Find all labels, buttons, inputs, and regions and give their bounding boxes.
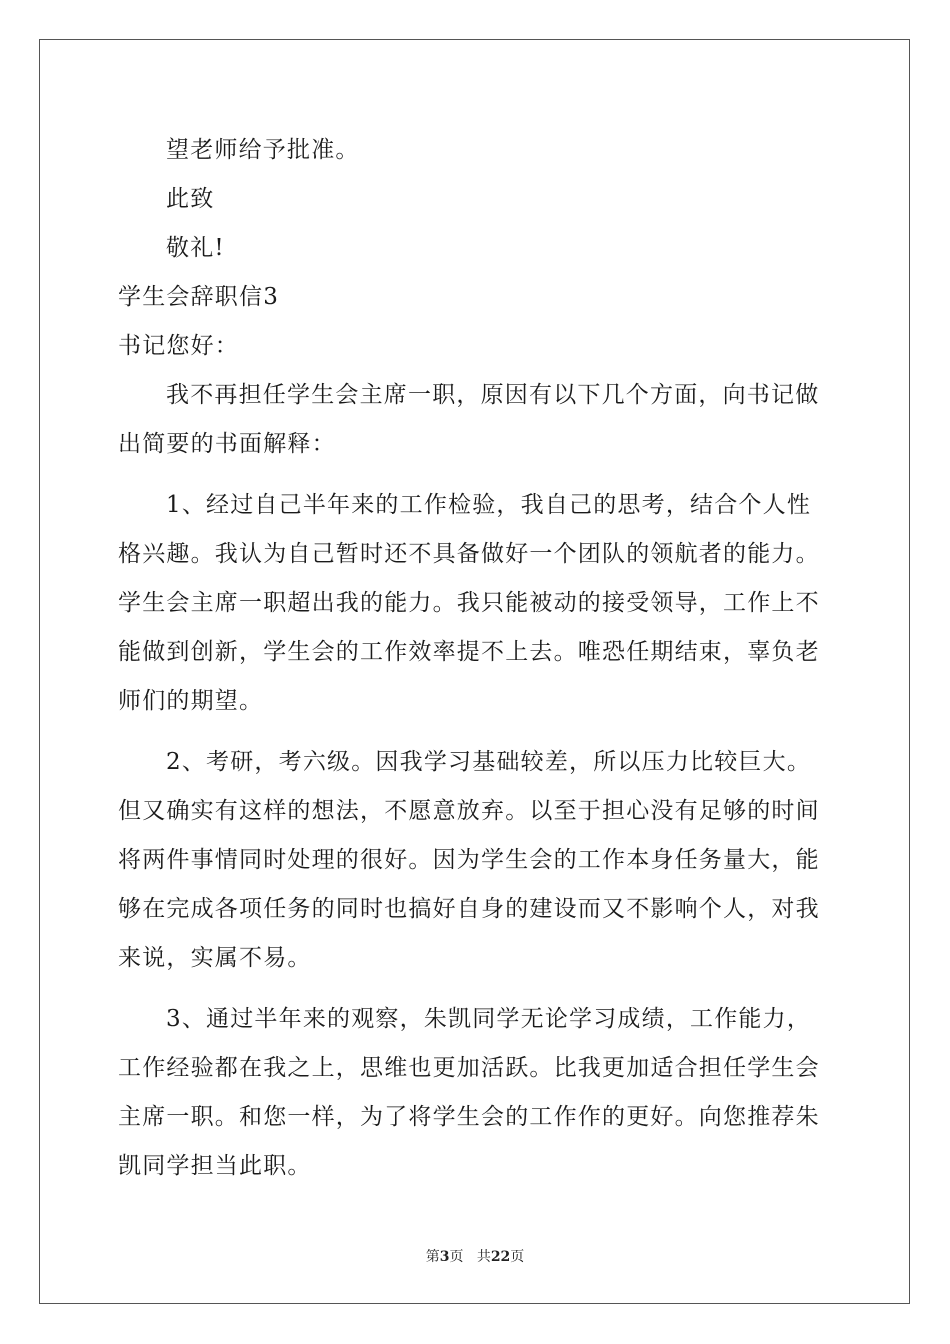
total-label-suffix: 页 [510, 1249, 525, 1265]
paragraph-reason-2: 2、考研，考六级。因我学习基础较差，所以压力比较巨大。但又确实有这样的想法，不愿意放弃。以至于担心没有足够的时间将两件事情同时处理的很好。因为学生会的工作本身任务量大，能够在完成各项任务的同时也搞好自身的建设而又不影响个人，对我来说，实属不易。 [118, 749, 820, 971]
document-body [118, 126, 834, 1191]
paragraph-reason-1: 1、经过自己半年来的工作检验，我自己的思考，结合个人性格兴趣。我认为自己暂时还不具备做好一个团队的领航者的能力。学生会主席一职超出我的能力。我只能被动的接受领导，工作上不能做到创新，学生会的工作效率提不上去。唯恐任期结束，辜负老师们的期望。 [118, 492, 820, 714]
closing-line-1: 望老师给予批准。 [166, 137, 360, 163]
page-footer [0, 1246, 950, 1266]
letter-heading: 学生会辞职信3 [118, 284, 280, 310]
paragraph-intro: 我不再担任学生会主席一职，原因有以下几个方面，向书记做出简要的书面解释： [118, 382, 820, 457]
salutation: 书记您好： [118, 333, 239, 359]
paragraph-reason-3: 3、通过半年来的观察，朱凯同学无论学习成绩，工作能力，工作经验都在我之上，思维也更加活跃。比我更加适合担任学生会主席一职。和您一样，为了将学生会的工作作的更好。向您推荐朱凯同学担当此职。 [118, 1006, 820, 1179]
closing-line-3: 敬礼! [166, 235, 225, 261]
closing-line-2: 此致 [166, 186, 215, 212]
page-label-prefix: 第 [425, 1249, 440, 1265]
page-label-suffix: 页 [449, 1249, 464, 1265]
total-pages: 22 [490, 1249, 511, 1265]
page-number: 3 [439, 1249, 450, 1265]
total-label-prefix: 共 [476, 1249, 491, 1265]
